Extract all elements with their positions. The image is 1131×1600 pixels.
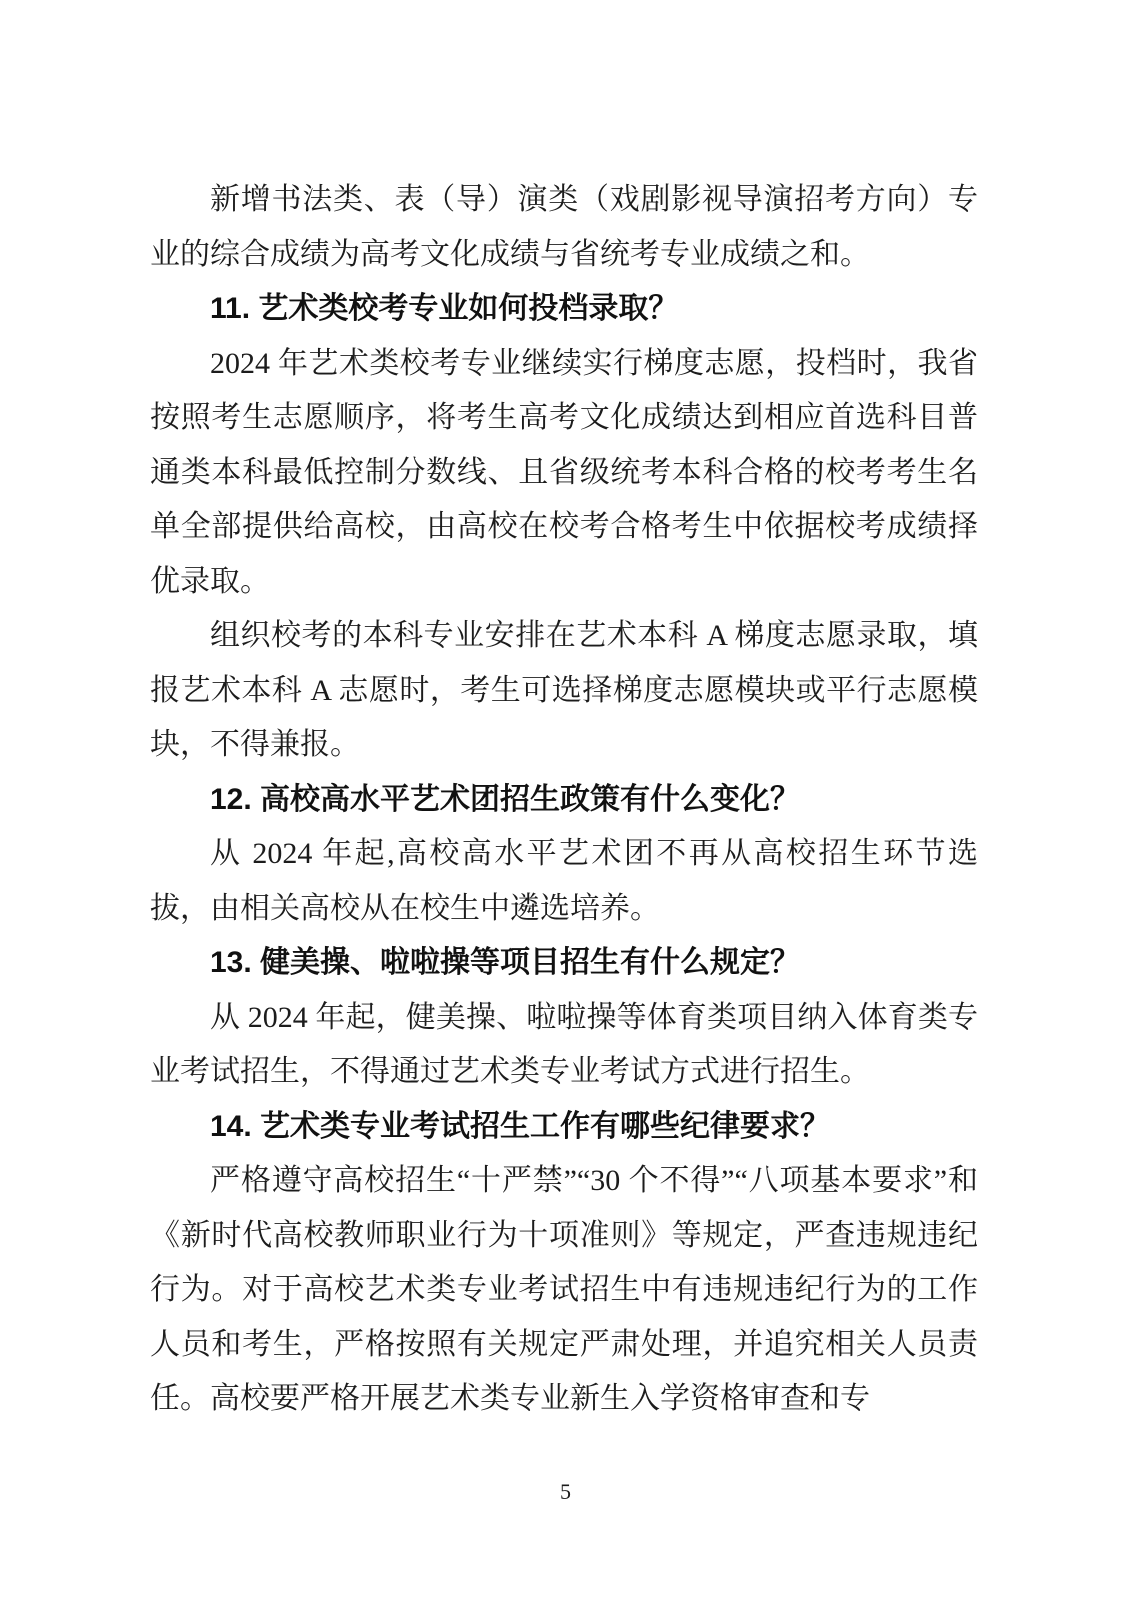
body-paragraph: 从 2024 年起，健美操、啦啦操等体育类项目纳入体育类专业考试招生，不得通过艺术类专业考试方式进行招生。 [150,1000,978,1088]
body-paragraph: 严格遵守高校招生“十严禁”“30 个不得”“八项基本要求”和《新时代高校教师职业行为十项准则》等规定，严查违规违纪行为。对于高校艺术类专业考试招生中有违规违纪行为的工作人员和考生，严格按照有关规定严肃处理，并追究相关人员责任。高校要严格开展艺术类专业新生入学资格审查和专 [150,1164,978,1415]
body-paragraph: 组织校考的本科专业安排在艺术本科 A 梯度志愿录取，填报艺术本科 A 志愿时，考生可选择梯度志愿模块或平行志愿模块，不得兼报。 [150,619,978,761]
question-heading: 11. 艺术类校考专业如何投档录取？ [210,292,679,325]
body-paragraph: 2024 年艺术类校考专业继续实行梯度志愿，投档时，我省按照考生志愿顺序，将考生高考文化成绩达到相应首选科目普通类本科最低控制分数线、且省级统考本科合格的校考考生名单全部提供给高校，由高校在校考合格考生中依据校考成绩择优录取。 [150,346,978,598]
question-heading: 14. 艺术类专业考试招生工作有哪些纪律要求？ [210,1109,831,1143]
document-body [150,0,978,1427]
page-footer [0,1478,1131,1506]
body-paragraph: 新增书法类、表（导）演类（戏剧影视导演招考方向）专业的综合成绩为高考文化成绩与省统考专业成绩之和。 [150,183,978,271]
question-heading: 12. 高校高水平艺术团招生政策有什么变化？ [210,782,801,816]
body-paragraph: 从 2024 年起,高校高水平艺术团不再从高校招生环节选拔，由相关高校从在校生中遴选培养。 [150,837,978,925]
page-number: 5 [560,1479,571,1504]
question-heading: 13. 健美操、啦啦操等项目招生有什么规定？ [210,946,801,979]
